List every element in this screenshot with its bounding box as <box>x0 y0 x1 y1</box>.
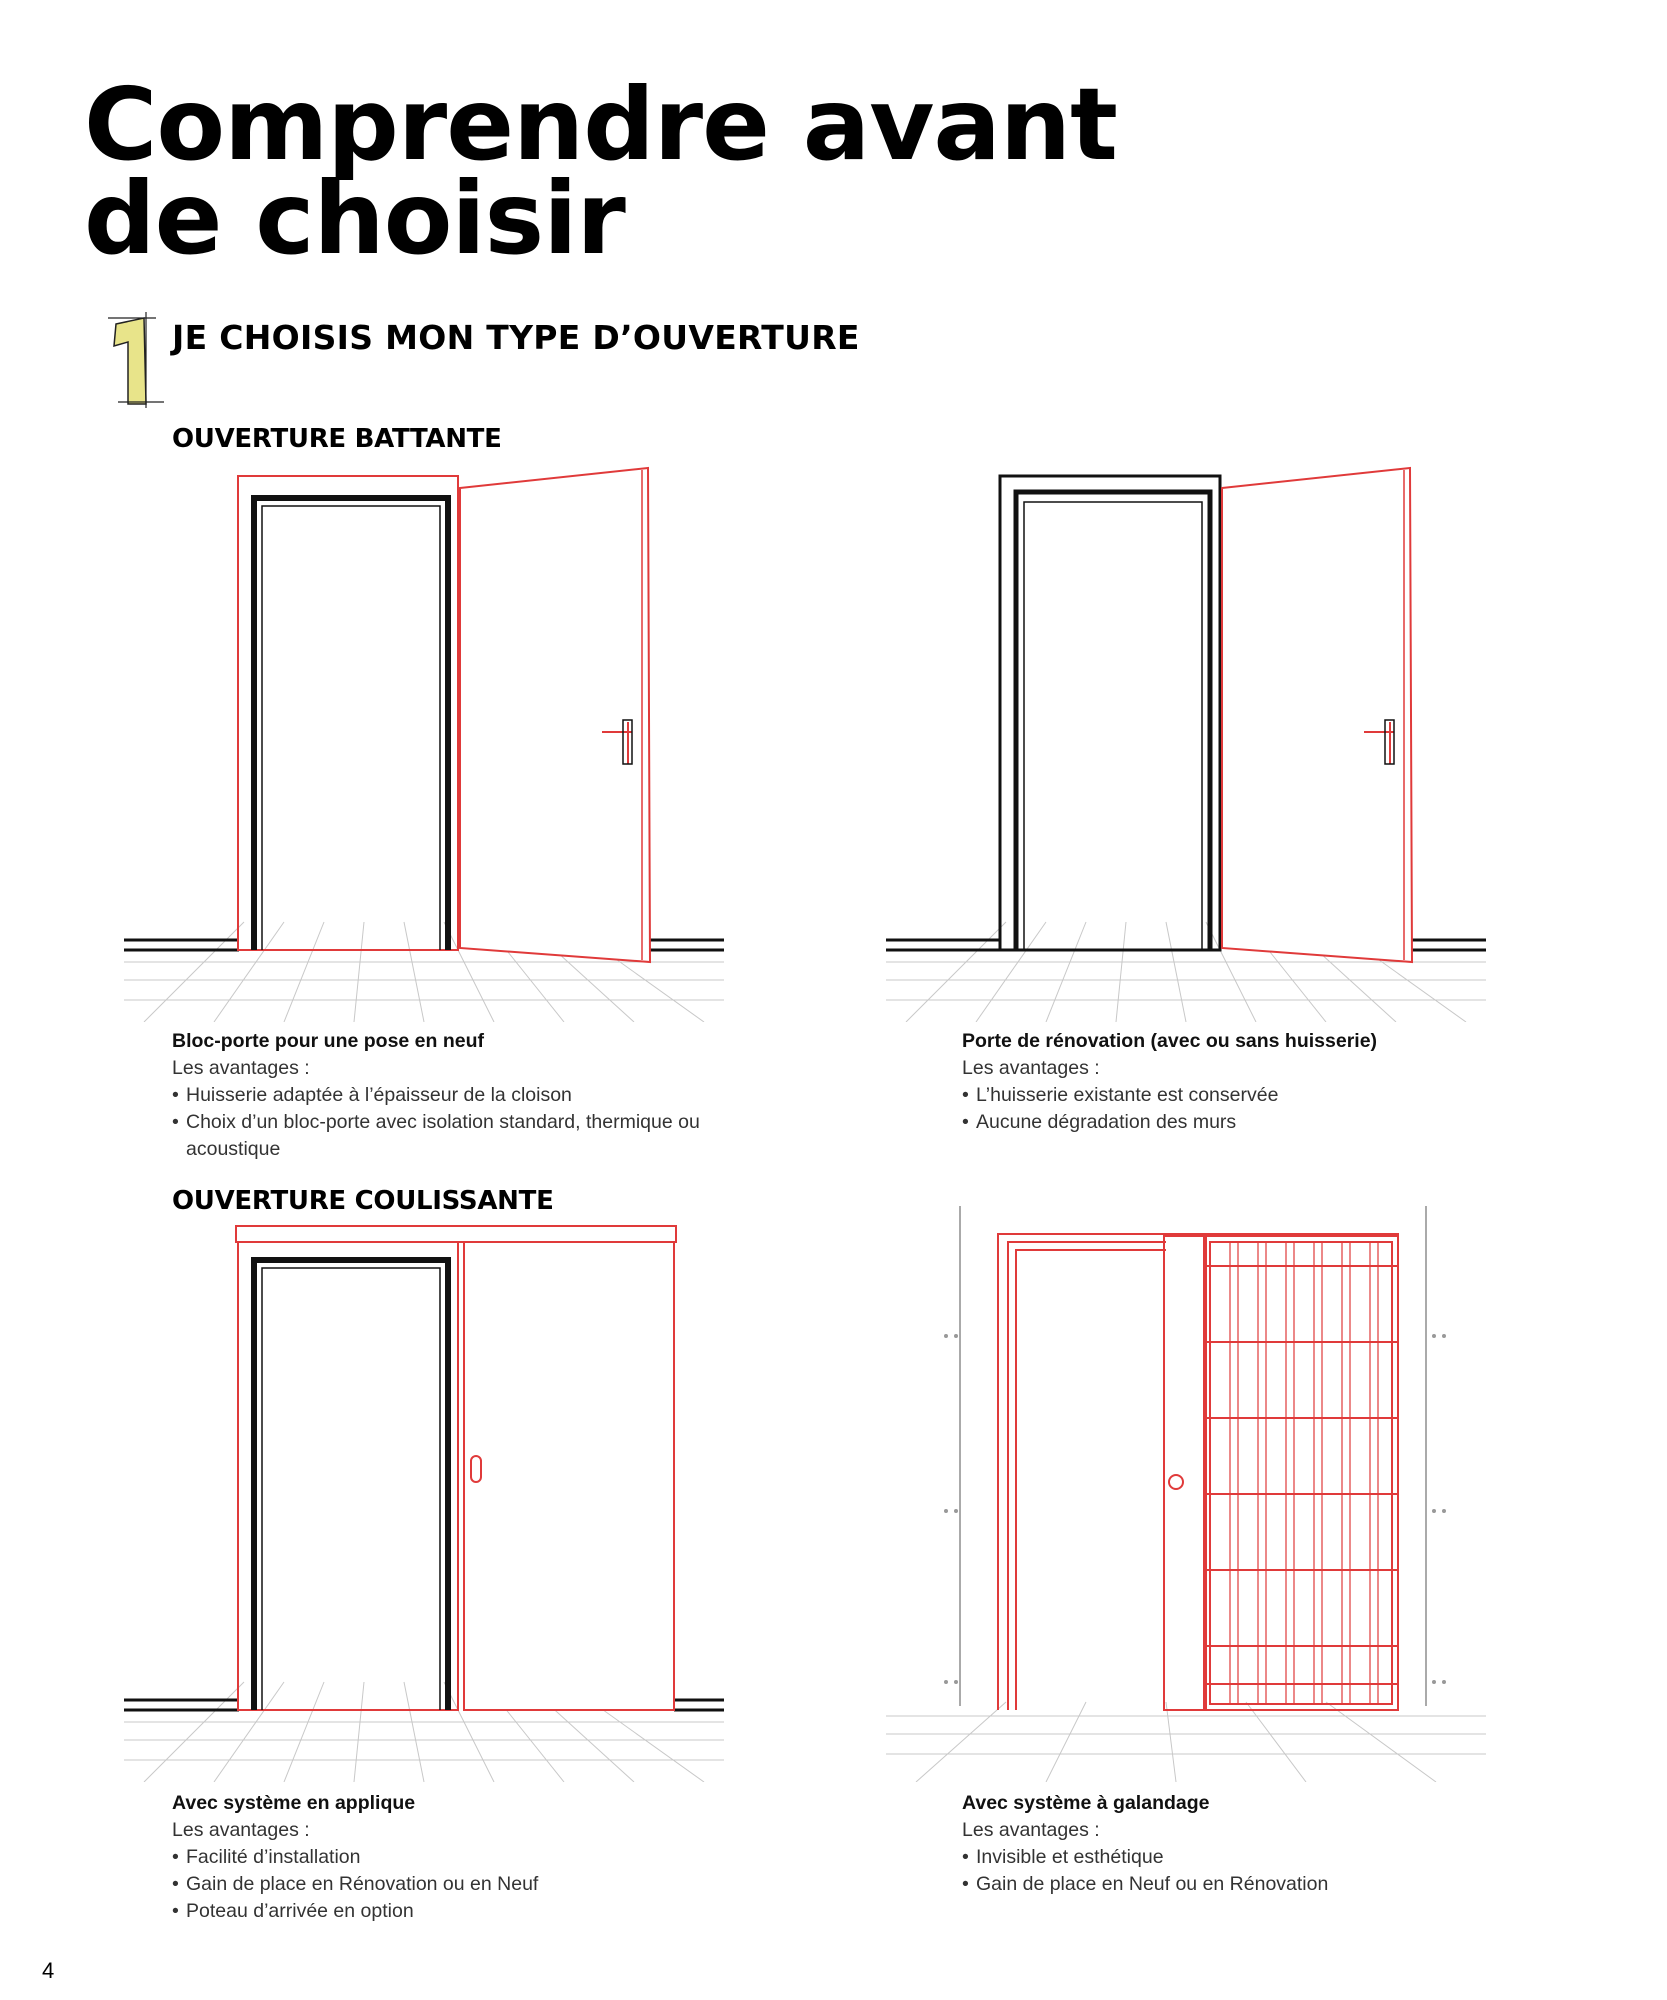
illustration-systeme-applique <box>124 1222 724 1782</box>
list-item: • Poteau d’arrivée en option <box>172 1898 732 1925</box>
list-item: • Gain de place en Rénovation ou en Neuf <box>172 1871 732 1898</box>
advantages-list <box>172 1082 732 1163</box>
step-number-1 <box>108 312 168 408</box>
list-item: • Aucune dégradation des murs <box>962 1109 1522 1136</box>
title-line-1: Comprendre avant <box>84 66 1117 183</box>
advantages-list <box>962 1844 1522 1898</box>
desc-bloc-porte-neuf <box>172 1028 732 1163</box>
desc-intro: Les avantages : <box>962 1057 1100 1079</box>
page-title <box>84 66 1117 277</box>
advantages-list <box>172 1844 732 1925</box>
list-item: • L’huisserie existante est conservée <box>962 1082 1522 1109</box>
section-title-coulissante: OUVERTURE COULISSANTE <box>172 1186 554 1216</box>
desc-intro: Les avantages : <box>172 1057 310 1079</box>
desc-intro: Les avantages : <box>172 1819 310 1841</box>
desc-title: Bloc-porte pour une pose en neuf <box>172 1030 485 1052</box>
desc-title: Porte de rénovation (avec ou sans huisserie) <box>962 1030 1378 1052</box>
illustration-porte-renovation <box>886 462 1486 1022</box>
list-item: • Facilité d’installation <box>172 1844 732 1871</box>
title-line-2: de choisir <box>84 160 625 277</box>
desc-systeme-applique <box>172 1790 732 1925</box>
list-item: • Gain de place en Neuf ou en Rénovation <box>962 1871 1522 1898</box>
step-title: JE CHOISIS MON TYPE D’OUVERTURE <box>172 318 860 357</box>
desc-title: Avec système en applique <box>172 1792 416 1814</box>
list-item: • Invisible et esthétique <box>962 1844 1522 1871</box>
desc-porte-renovation <box>962 1028 1522 1136</box>
list-item: • Huisserie adaptée à l’épaisseur de la cloison <box>172 1082 732 1109</box>
list-item: • Choix d’un bloc-porte avec isolation standard, thermique ou acoustique <box>172 1109 732 1163</box>
illustration-bloc-porte-neuf <box>124 462 724 1022</box>
illustration-systeme-galandage <box>886 1206 1486 1782</box>
advantages-list <box>962 1082 1522 1136</box>
desc-title: Avec système à galandage <box>962 1792 1210 1814</box>
page-number: 4 <box>42 1958 55 1983</box>
desc-intro: Les avantages : <box>962 1819 1100 1841</box>
section-title-battante: OUVERTURE BATTANTE <box>172 424 502 454</box>
desc-systeme-galandage <box>962 1790 1522 1898</box>
